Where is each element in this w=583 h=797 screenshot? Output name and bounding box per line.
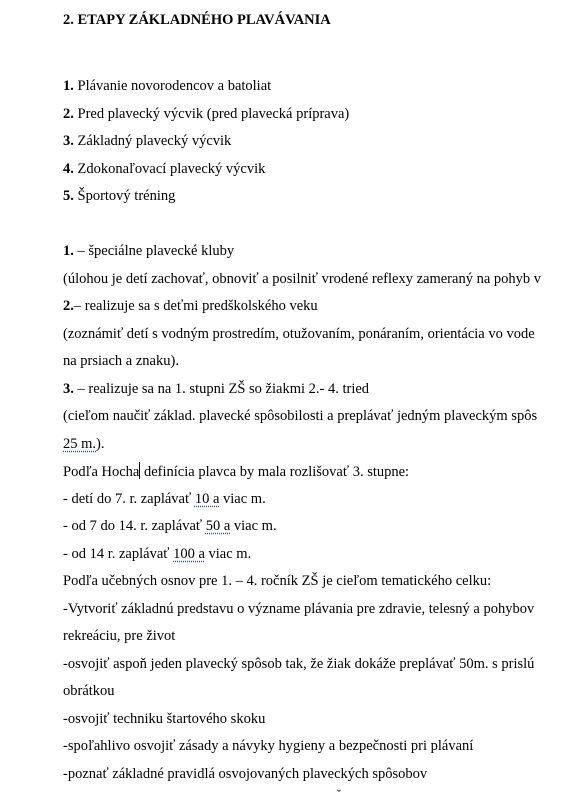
degree-item: - od 14 r. zaplávať 100 a viac m. xyxy=(63,546,252,562)
section-2-heading: 2.– realizuje sa s deťmi predškolského veku xyxy=(63,298,318,314)
goal-item: -Vytvoriť základnú predstavu o význame plávania pre zdravie, telesný a pohybov xyxy=(63,601,535,617)
section-1-heading: 1. – špeciálne plavecké kluby xyxy=(63,243,235,259)
list-item: 2. Pred plavecký výcvik (pred plavecká príprava) xyxy=(63,106,350,122)
section-2-text: na prsiach a znaku). xyxy=(63,353,179,369)
hoch-definition: Podľa Hocha definícia plavca by mala rozlišovať 3. stupne: xyxy=(63,464,410,480)
goal-item: -osvojiť aspoň jeden plavecký spôsob tak, že žiak dokáže preplávať 50m. s prislú xyxy=(63,656,535,672)
goal-item: -osvojiť techniku štartového skoku xyxy=(63,711,266,727)
cut-off-text: ˇ xyxy=(337,787,341,797)
goal-item-continued: obrátkou xyxy=(63,683,115,699)
list-item: 3. Základný plavecký výcvik xyxy=(63,133,232,149)
section-1-text: (úlohou je detí zachovať, obnoviť a posilniť vrodené reflexy zameraný na pohyb v xyxy=(63,271,542,287)
goal-item: -poznať základné pravidlá osvojovaných plaveckých spôsobov xyxy=(63,766,428,782)
section-3-text: (cieľom naučiť základ. plavecké spôsobilosti a preplávať jedným plaveckým spôs xyxy=(63,408,538,424)
curriculum-text: Podľa učebných osnov pre 1. – 4. ročník ZŠ je cieľom tematického celku: xyxy=(63,573,492,589)
goal-item: -spoľahlivo osvojiť zásady a návyky hygieny a bezpečnosti pri plávaní xyxy=(63,738,474,754)
list-item: 4. Zdokonaľovací plavecký výcvik xyxy=(63,161,266,177)
list-item: 1. Plávanie novorodencov a batoliat xyxy=(63,78,272,94)
document-title: 2. ETAPY ZÁKLADNÉHO PLAVÁVANIA xyxy=(63,12,331,28)
goal-item-continued: rekreáciu, pre život xyxy=(63,628,176,644)
degree-item: - detí do 7. r. zaplávať 10 a viac m. xyxy=(63,491,266,507)
section-3-text: 25 m.). xyxy=(63,436,105,452)
section-3-heading: 3. – realizuje sa na 1. stupni ZŠ so žiakmi 2.- 4. tried xyxy=(63,381,370,397)
list-item: 5. Športový tréning xyxy=(63,188,176,204)
degree-item: - od 7 do 14. r. zaplávať 50 a viac m. xyxy=(63,518,277,534)
section-2-text: (zoznámiť detí s vodným prostredím, otužovaním, ponáraním, orientácia vo vode xyxy=(63,326,535,342)
